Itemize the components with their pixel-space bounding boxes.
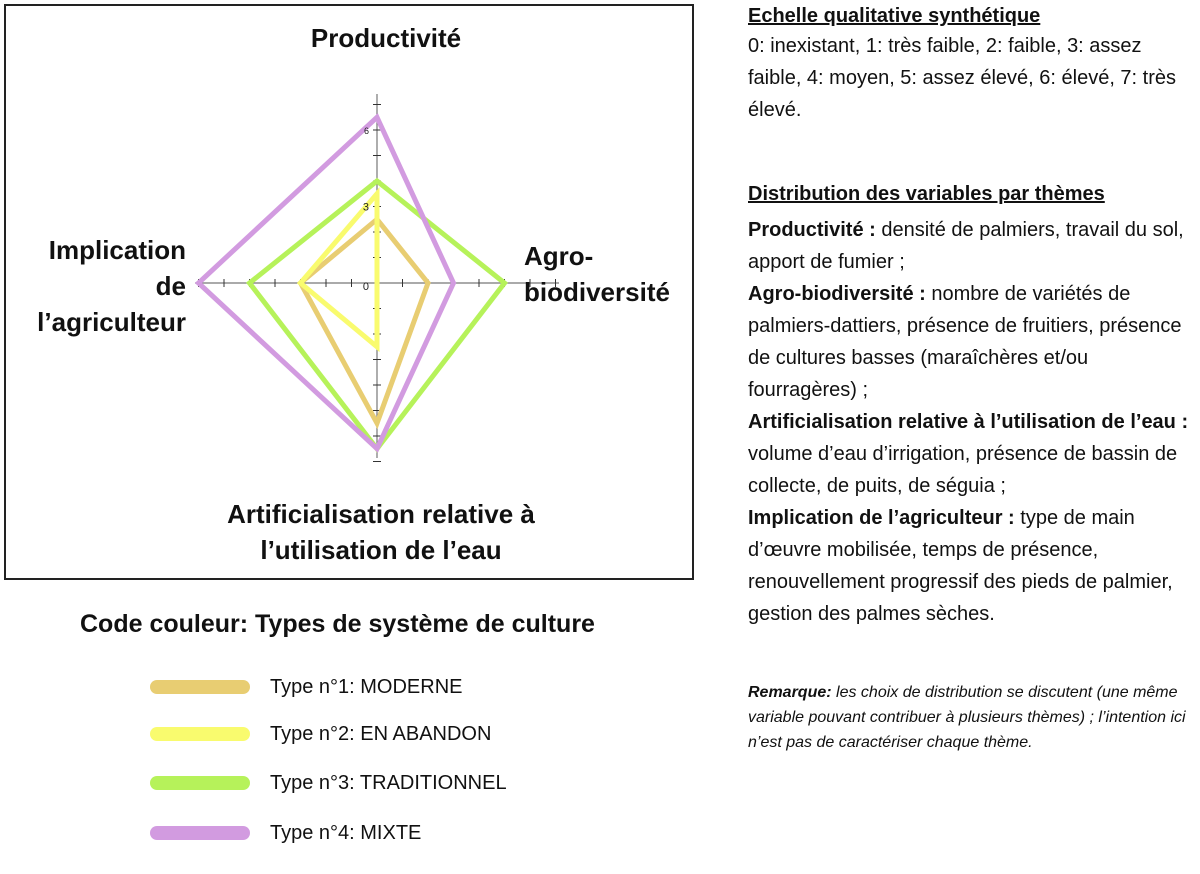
legend-title: Code couleur: Types de système de culture bbox=[80, 610, 595, 638]
tick-labels bbox=[363, 126, 369, 293]
series-polygon-2 bbox=[301, 194, 378, 347]
axis-title-artificialisation: Artificialisation relative à l’utilisation de l’eau bbox=[227, 499, 535, 565]
legend-swatch-traditionnel bbox=[150, 776, 250, 790]
legend-label-moderne: Type n°1: MODERNE bbox=[270, 676, 463, 698]
legend-label-traditionnel: Type n°3: TRADITIONNEL bbox=[270, 772, 507, 794]
theme-term-agro-biodiversite: Agro-biodiversité : bbox=[748, 283, 926, 305]
axis-title-implication: Implication de l’agriculteur bbox=[37, 235, 186, 337]
explanation-panel bbox=[748, 0, 1196, 755]
legend-label-mixte: Type n°4: MIXTE bbox=[270, 822, 422, 844]
theme-agro-biodiversite bbox=[748, 278, 1196, 406]
theme-productivite bbox=[748, 214, 1196, 278]
tick-label-3: 3 bbox=[362, 201, 369, 214]
theme-term-artificialisation: Artificialisation relative à l’utilisation de l’eau : bbox=[748, 411, 1189, 433]
legend-item-mixte bbox=[150, 818, 570, 848]
remark-note bbox=[748, 680, 1196, 755]
theme-term-productivite: Productivité : bbox=[748, 219, 876, 241]
radar-chart-frame bbox=[4, 4, 694, 580]
axis-title-agro-biodiversite: Agro- biodiversité bbox=[524, 241, 670, 307]
distribution-heading: Distribution des variables par thèmes bbox=[748, 183, 1105, 205]
theme-text-productivite: densité de palmiers, travail du sol, apport de fumier ; bbox=[748, 219, 1184, 273]
legend-swatch-moderne bbox=[150, 680, 250, 694]
scale-heading: Echelle qualitative synthétique bbox=[748, 5, 1041, 27]
remark-text: les choix de distribution se discutent (une même variable pouvant contribuer à plusieurs thèmes) ; l’intention ici n’est pas de caractériser chaque thème. bbox=[748, 684, 1186, 751]
theme-term-implication: Implication de l’agriculteur : bbox=[748, 507, 1015, 529]
legend-item-moderne bbox=[150, 672, 570, 702]
legend-item-en-abandon bbox=[150, 719, 570, 749]
theme-implication bbox=[748, 502, 1196, 630]
theme-text-agro-biodiversite: nombre de variétés de palmiers-dattiers, présence de fruitiers, présence de cultures basses (maraîchères et/ou fourragères) ; bbox=[748, 283, 1182, 401]
axis-title-productivite: Productivité bbox=[310, 23, 462, 53]
theme-artificialisation bbox=[748, 406, 1196, 502]
legend-swatch-mixte bbox=[150, 826, 250, 840]
theme-text-implication: type de main d’œuvre mobilisée, temps de présence, renouvellement progressif des pieds de palmier, gestion des palmes sèches. bbox=[748, 507, 1173, 625]
legend-label-en-abandon: Type n°2: EN ABANDON bbox=[270, 723, 492, 745]
remark-term: Remarque: bbox=[748, 684, 832, 701]
tick-label-0: 0 bbox=[362, 281, 369, 293]
tick-label-6: 6 bbox=[363, 126, 369, 136]
legend-swatch-en-abandon bbox=[150, 727, 250, 741]
legend-item-traditionnel bbox=[150, 768, 570, 798]
theme-text-artificialisation: volume d’eau d’irrigation, présence de bassin de collecte, de puits, de séguia ; bbox=[748, 443, 1178, 497]
scale-text: 0: inexistant, 1: très faible, 2: faible, 3: assez faible, 4: moyen, 5: assez élevé, 6: élevé, 7: très élevé. bbox=[748, 35, 1177, 121]
